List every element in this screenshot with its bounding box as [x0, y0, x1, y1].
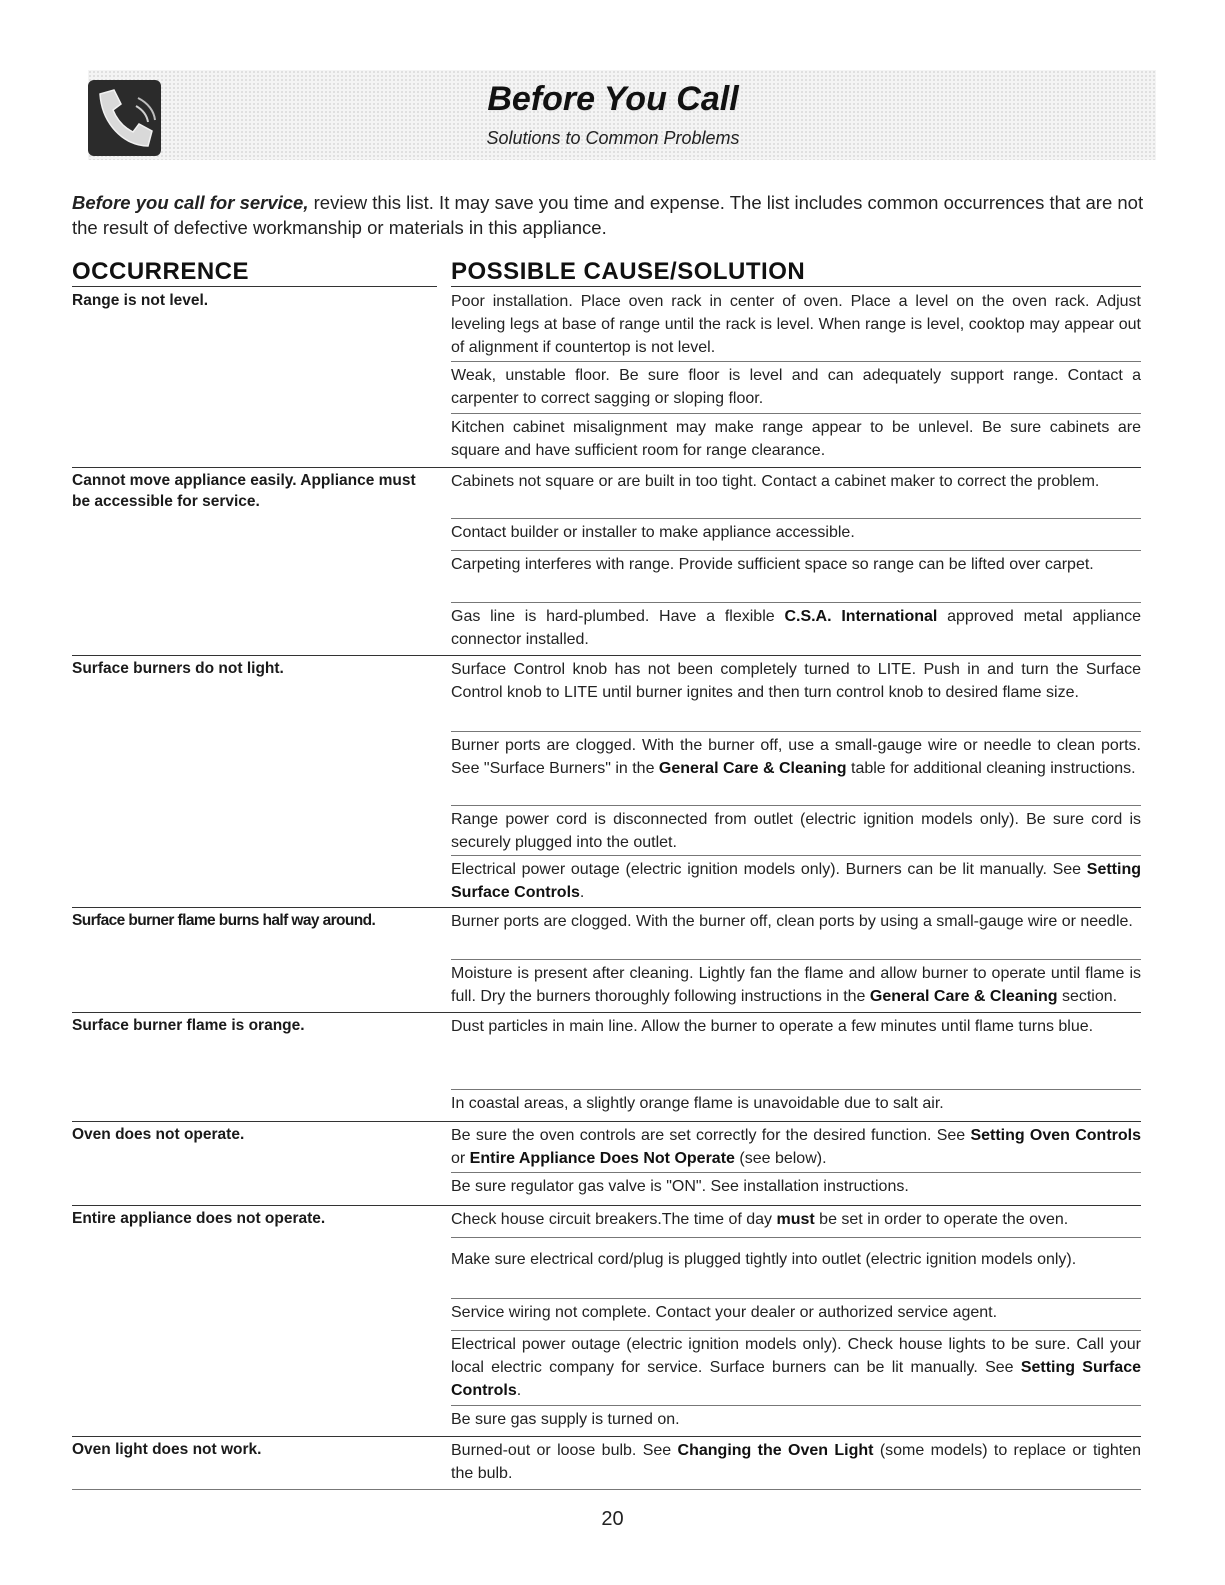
solution-text: Burner ports are clogged. With the burner off, clean ports by using a small-gauge wire or needle. — [451, 913, 1133, 930]
solution-emphasis: General Care & Cleaning — [658, 760, 847, 777]
intro-text: review this list. It may save you time and expense. The list includes common occurrences that are not the result of defective workmanship or materials in this appliance. — [72, 192, 1144, 238]
solution-divider — [451, 855, 1141, 856]
solution-divider — [451, 1330, 1141, 1331]
intro-paragraph — [72, 190, 1152, 240]
occurrence-item: Surface burner flame burns half way around. — [72, 912, 376, 929]
occurrence-item: Surface burner flame is orange. — [72, 1017, 305, 1034]
solution-text: Check house circuit breakers.The time of day — [451, 1211, 777, 1228]
solution-divider — [451, 1405, 1141, 1406]
page-subtitle: Solutions to Common Problems — [486, 128, 740, 148]
page-number: 20 — [601, 1508, 624, 1530]
solution-text: . — [579, 884, 585, 901]
solution-divider — [451, 361, 1141, 362]
solution-item — [451, 470, 1141, 493]
solution-divider — [451, 1298, 1141, 1299]
solution-heading: POSSIBLE CAUSE/SOLUTION — [451, 258, 806, 285]
occurrence-item: Cannot move appliance easily. Appliance must be accessible for service. — [72, 472, 416, 510]
solution-item — [451, 416, 1141, 462]
row-divider — [72, 1012, 1141, 1013]
solution-text: approved metal appliance connector installed. — [451, 608, 1141, 648]
solution-divider — [451, 805, 1141, 806]
solution-divider — [451, 602, 1141, 603]
solution-item — [451, 1124, 1141, 1170]
solution-emphasis: General Care & Cleaning — [869, 988, 1058, 1005]
row-divider — [72, 1205, 1141, 1206]
solution-item — [451, 1175, 1141, 1198]
solution-item — [451, 808, 1141, 854]
solution-text: Weak, unstable floor. Be sure floor is level and can adequately support range. Contact a carpenter to correct sagging or sloping floor. — [451, 367, 1141, 407]
solution-item — [451, 858, 1141, 904]
solution-text: . — [516, 1382, 522, 1399]
solution-item — [451, 1408, 1141, 1431]
solution-item — [451, 734, 1141, 780]
row-divider — [72, 1489, 1141, 1490]
solution-text: Be sure regulator gas valve is "ON". See installation instructions. — [451, 1178, 909, 1195]
solution-text: In coastal areas, a slightly orange flame is unavoidable due to salt air. — [451, 1095, 944, 1112]
solution-divider — [451, 731, 1141, 732]
solution-emphasis: Setting Surface Controls — [451, 861, 1141, 901]
page-title: Before You Call — [487, 80, 739, 118]
solution-item — [451, 1301, 1141, 1324]
solution-emphasis: Entire Appliance Does Not Operate — [469, 1150, 735, 1167]
solution-text: table for additional cleaning instructions. — [846, 760, 1136, 777]
solution-item — [451, 521, 1141, 544]
solution-text: or — [451, 1150, 470, 1167]
solution-item — [451, 658, 1141, 704]
solution-text: Moisture is present after cleaning. Lightly fan the flame and allow burner to operate until flame is full. Dry the burners thoroughly following instructions in the — [451, 965, 1141, 1005]
solution-emphasis: must — [776, 1211, 815, 1228]
solution-text: Poor installation. Place oven rack in center of oven. Place a level on the oven rack. Adjust leveling legs at base of range until the rack is level. When range is level, cooktop may appear out of alignment if countertop is not level. — [451, 293, 1141, 356]
solution-text: Cabinets not square or are built in too tight. Contact a cabinet maker to correct the problem. — [451, 473, 1100, 490]
solution-item — [451, 962, 1141, 1008]
solution-divider — [451, 959, 1141, 960]
solution-text: Surface Control knob has not been completely turned to LITE. Push in and turn the Surface Control knob to LITE until burner ignites and then turn control knob to desired flame size. — [451, 661, 1141, 701]
solution-emphasis: Setting Oven Controls — [970, 1127, 1141, 1144]
solution-item — [451, 605, 1141, 651]
solution-text: Service wiring not complete. Contact your dealer or authorized service agent. — [451, 1304, 998, 1321]
occurrence-item: Range is not level. — [72, 292, 209, 309]
occurrence-heading: OCCURRENCE — [72, 258, 250, 285]
solution-item — [451, 1248, 1141, 1271]
occurrence-heading-rule — [72, 286, 437, 287]
occurrence-item: Oven light does not work. — [72, 1441, 262, 1458]
solution-text: (see below). — [734, 1150, 827, 1167]
solution-divider — [451, 1237, 1141, 1238]
row-divider — [72, 907, 1141, 908]
solution-item — [451, 1333, 1141, 1402]
phone-icon — [88, 80, 161, 156]
solution-item — [451, 910, 1141, 933]
solution-divider — [451, 1089, 1141, 1090]
solution-item — [451, 1015, 1141, 1038]
solution-heading-rule — [451, 286, 1141, 287]
solution-emphasis: Setting Surface Controls — [451, 1359, 1141, 1399]
occurrence-item: Oven does not operate. — [72, 1126, 245, 1143]
solution-text: Burned-out or loose bulb. See — [451, 1442, 678, 1459]
row-divider — [72, 467, 1141, 468]
occurrence-item: Entire appliance does not operate. — [72, 1210, 326, 1227]
solution-item — [451, 1208, 1141, 1231]
solution-item — [451, 1439, 1141, 1485]
solution-text: Range power cord is disconnected from outlet (electric ignition models only). Be sure cord is securely plugged into the outlet. — [451, 811, 1141, 851]
solution-text: Carpeting interferes with range. Provide sufficient space so range can be lifted over carpet. — [451, 556, 1094, 573]
solution-item — [451, 364, 1141, 410]
solution-divider — [451, 518, 1141, 519]
intro-lead: Before you call for service, — [72, 192, 309, 213]
solution-item — [451, 1092, 1141, 1115]
solution-text: Electrical power outage (electric ignition models only). Burners can be lit manually. See — [451, 861, 1087, 878]
solution-emphasis: Changing the Oven Light — [677, 1442, 874, 1459]
solution-text: (some models) to replace or tighten the bulb. — [451, 1442, 1141, 1482]
solution-item — [451, 553, 1141, 576]
row-divider — [72, 1436, 1141, 1437]
solution-divider — [451, 550, 1141, 551]
occurrence-item: Surface burners do not light. — [72, 660, 284, 677]
row-divider — [72, 655, 1141, 656]
solution-text: Electrical power outage (electric ignition models only). Check house lights to be sure. Call your local electric company for service. Surface burners can be lit manually. See — [451, 1336, 1141, 1376]
solution-text: Make sure electrical cord/plug is plugged tightly into outlet (electric ignition models only). — [451, 1251, 1077, 1268]
solution-emphasis: C.S.A. International — [784, 608, 938, 625]
solution-divider — [451, 1172, 1141, 1173]
solution-text: Dust particles in main line. Allow the burner to operate a few minutes until flame turns blue. — [451, 1018, 1094, 1035]
solution-text: Be sure the oven controls are set correctly for the desired function. See — [451, 1127, 971, 1144]
solution-divider — [451, 413, 1141, 414]
solution-text: Burner ports are clogged. With the burner off, use a small-gauge wire or needle to clean ports. See "Surface Burners" in the — [451, 737, 1141, 777]
solution-text: section. — [1057, 988, 1118, 1005]
row-divider — [72, 1121, 1141, 1122]
solution-item — [451, 290, 1141, 359]
solution-text: Kitchen cabinet misalignment may make range appear to be unlevel. Be sure cabinets are square and have sufficient room for range clearance. — [451, 419, 1141, 459]
solution-text: Contact builder or installer to make appliance accessible. — [451, 524, 855, 541]
solution-text: Gas line is hard-plumbed. Have a flexible — [451, 608, 785, 625]
solution-text: be set in order to operate the oven. — [814, 1211, 1069, 1228]
solution-text: Be sure gas supply is turned on. — [451, 1411, 680, 1428]
